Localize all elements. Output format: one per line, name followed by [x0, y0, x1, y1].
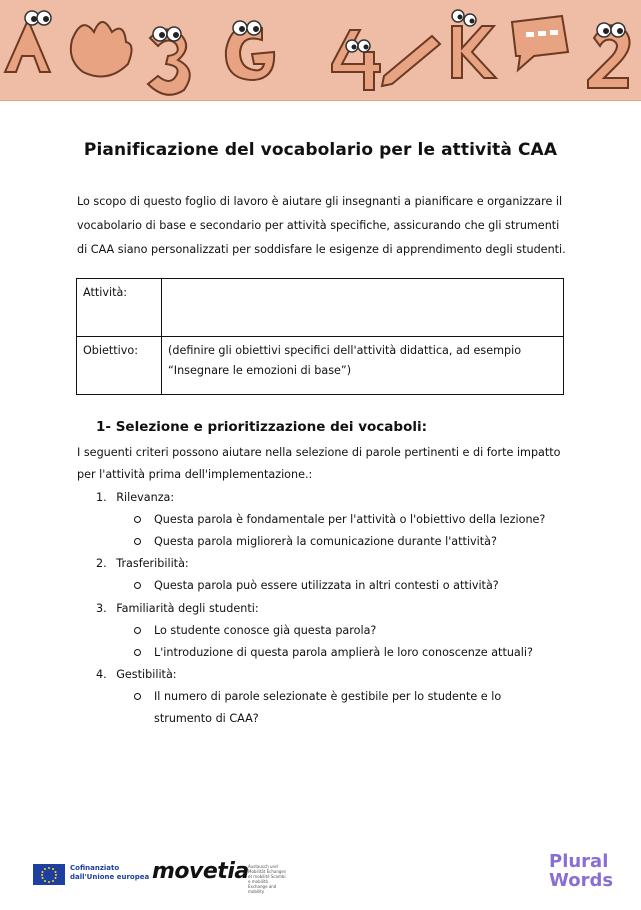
- objective-hint-line2: “Insegnare le emozioni di base”): [168, 364, 352, 377]
- speech-bubble-shape: [512, 16, 568, 70]
- letter-a-character: [5, 20, 50, 72]
- objective-value-field[interactable]: [162, 337, 564, 395]
- footer: [0, 850, 641, 910]
- bullet-icon: [134, 649, 141, 656]
- logo-word-words: Words: [549, 870, 614, 891]
- list-item-text: Questa parola può essere utilizzata in altri contesti o attività?: [154, 579, 499, 592]
- list-item-text: L'introduzione di questa parola amplierà le loro conoscenze attuali?: [154, 646, 533, 659]
- bullet-icon: [134, 627, 141, 634]
- criterion-familiarity: [96, 602, 259, 615]
- criterion-number: 4.: [96, 668, 107, 681]
- list-item: [134, 509, 554, 531]
- criterion-label: Gestibilità:: [116, 668, 177, 681]
- list-item-text: Questa parola è fondamentale per l'attività o l'obiettivo della lezione?: [154, 513, 546, 526]
- intro-paragraph: Lo scopo di questo foglio di lavoro è aiutare gli insegnanti a pianificare e organizzare il vocabolario di base e secondario per attività specifiche, assicurando che gli strumenti di CAA siano personalizzati per soddisfare le esigenze di apprendimento degli studenti.: [77, 195, 566, 256]
- movetia-tagline: Austausch und Mobilität Échanges et mobilité Scambi e mobilità Exchange and mobility: [248, 864, 286, 894]
- objective-hint-line1: (definire gli obiettivi specifici dell'attività didattica, ad esempio: [168, 344, 522, 357]
- list-item: [134, 686, 544, 730]
- bullet-icon: [134, 538, 141, 545]
- letter-k-character: [452, 26, 496, 78]
- criterion-number: 2.: [96, 557, 107, 570]
- pencil-shape: [382, 36, 440, 86]
- criterion-label: Trasferibilità:: [116, 557, 189, 570]
- list-item-text: Questa parola migliorerà la comunicazione durante l'attività?: [154, 535, 497, 548]
- eu-flag-icon: [33, 864, 65, 885]
- eu-line2: dall'Unione europea: [70, 873, 150, 881]
- activity-label: Attività:: [77, 279, 162, 337]
- criterion-manageability: [96, 668, 177, 681]
- list-item: [134, 642, 554, 664]
- number-4-character: [332, 30, 380, 90]
- activity-value-field[interactable]: [162, 279, 564, 337]
- criterion-relevance: [96, 491, 174, 504]
- activity-table: [76, 278, 564, 395]
- objective-row: [77, 337, 564, 395]
- eu-stars-icon: [33, 864, 65, 885]
- hand-shape: [71, 22, 132, 77]
- bullet-icon: [134, 516, 141, 523]
- page-title: Pianificazione del vocabolario per le attività CAA: [83, 140, 558, 160]
- logo-word-plural: Plural: [549, 851, 609, 872]
- bullet-icon: [134, 693, 141, 700]
- pluralwords-logo: [549, 852, 613, 890]
- objective-label: Obiettivo:: [77, 337, 162, 395]
- activity-row: [77, 279, 564, 337]
- eu-line1: Cofinanziato: [70, 864, 120, 872]
- section-intro: I seguenti criteri possono aiutare nella selezione di parole pertinenti e di forte impatto per l'attività prima dell'implementazione.:: [77, 446, 561, 481]
- list-item: [134, 620, 554, 642]
- list-item-text: Lo studente conosce già questa parola?: [154, 624, 377, 637]
- header-banner: [0, 0, 641, 101]
- criterion-number: 1.: [96, 491, 107, 504]
- criterion-number: 3.: [96, 602, 107, 615]
- list-item: [134, 575, 554, 597]
- list-item: [134, 531, 554, 553]
- criterion-label: Familiarità degli studenti:: [116, 602, 259, 615]
- eu-cofunding-text: [70, 864, 150, 882]
- bullet-icon: [134, 582, 141, 589]
- banner-illustration: [0, 0, 641, 100]
- section-heading: 1- Selezione e prioritizzazione dei vocaboli:: [96, 419, 428, 435]
- criterion-transferability: [96, 557, 189, 570]
- list-item-text: Il numero di parole selezionate è gestibile per lo studente e lo strumento di CAA?: [154, 690, 502, 725]
- criterion-label: Rilevanza:: [116, 491, 175, 504]
- movetia-logo: movetia: [152, 859, 249, 884]
